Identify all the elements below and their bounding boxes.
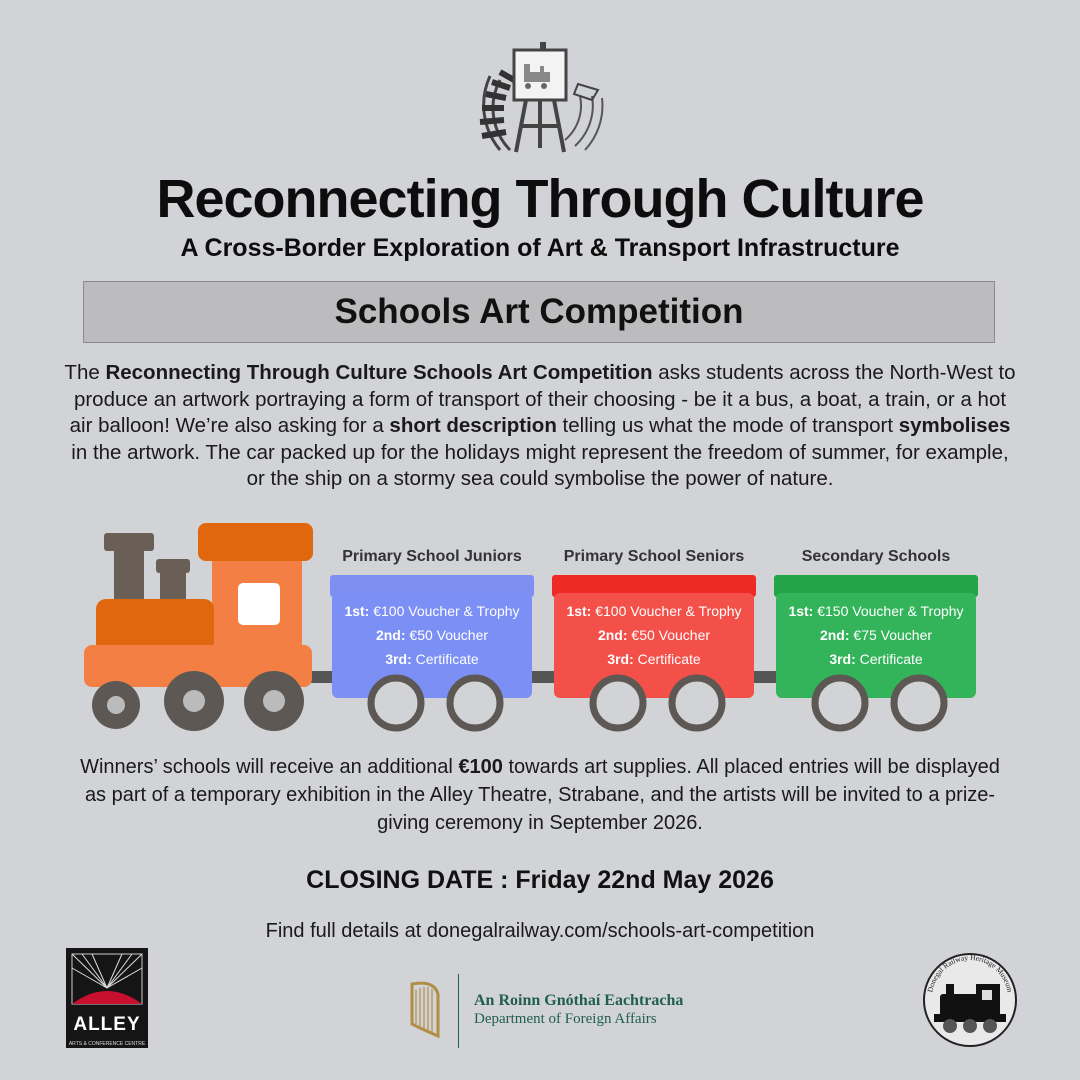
dfa-irish-name: An Roinn Gnóthaí Eachtracha xyxy=(474,992,684,1009)
prize-third: 3rd: Certificate xyxy=(829,651,923,667)
competition-banner xyxy=(83,281,995,343)
wagon-wheel-3-2 xyxy=(894,678,944,728)
railway-museum-logo xyxy=(920,948,1020,1048)
closing-date: CLOSING DATE : Friday 22nd May 2026 xyxy=(306,866,774,894)
prize-third: 3rd: Certificate xyxy=(385,651,479,667)
prize-second: 2nd: €50 Voucher xyxy=(375,627,489,643)
prize-first: 1st: €150 Voucher & Trophy xyxy=(788,603,964,619)
dfa-english-name: Department of Foreign Affairs xyxy=(474,1011,657,1027)
intro-text-4: in the artwork. The car packed up for the holidays might represent the freedom of summer, for example, or the ship on a stormy sea could symbolise the power of nature. xyxy=(71,440,1009,490)
easel-railway-logo xyxy=(470,40,610,160)
harp-icon xyxy=(404,980,446,1040)
wagon-wheel-2-1 xyxy=(593,678,643,728)
wagon-wheel-2-2 xyxy=(672,678,722,728)
alley-logo xyxy=(66,948,148,1048)
alley-subtitle: ARTS & CONFERENCE CENTRE xyxy=(68,1041,146,1047)
category-prizes-2 xyxy=(554,599,754,671)
cab-window xyxy=(238,583,280,625)
outro-text-1: Winners’ schools will receive an additional xyxy=(80,756,459,778)
prize-second: 2nd: €50 Voucher xyxy=(597,627,711,643)
category-title-3: Secondary Schools xyxy=(801,548,951,565)
intro-bold-2: short description xyxy=(389,414,557,437)
wagon-wheel-3-1 xyxy=(815,678,865,728)
intro-text-3: telling us what the mode of transport xyxy=(556,414,899,437)
intro-bold-1: Reconnecting Through Culture Schools Art Competition xyxy=(105,361,653,384)
category-title-1: Primary School Juniors xyxy=(342,548,522,565)
intro-bold-3: symbolises xyxy=(898,414,1011,437)
cab-roof xyxy=(198,523,313,561)
outro-text-2: towards art supplies. All placed entries will be displayed as part of a temporary exhibition in the Alley Theatre, Strabane, and the artists will be invited to a prize-giving ceremony in September 2026. xyxy=(84,756,1000,834)
chimney xyxy=(114,549,144,601)
wagon-wheel-1-2 xyxy=(450,678,500,728)
outro-paragraph xyxy=(70,753,1010,837)
category-title-2: Primary School Seniors xyxy=(563,548,745,565)
prize-first: 1st: €100 Voucher & Trophy xyxy=(566,603,742,619)
prize-second: 2nd: €75 Voucher xyxy=(819,627,933,643)
page-title: Reconnecting Through Culture xyxy=(156,169,924,229)
dome-cap xyxy=(156,559,190,573)
dfa-divider xyxy=(458,974,459,1048)
museum-arc-text: Donegal Railway Heritage Museum xyxy=(925,952,1015,994)
alley-name: ALLEY xyxy=(73,1014,141,1035)
page-subtitle: A Cross-Border Exploration of Art & Transport Infrastructure xyxy=(180,234,900,262)
engine xyxy=(84,523,313,687)
alley-logo-graphic xyxy=(66,948,148,1010)
dome xyxy=(160,571,186,601)
category-prizes-3 xyxy=(776,599,976,671)
prize-third: 3rd: Certificate xyxy=(607,651,701,667)
outro-bold-amount: €100 xyxy=(458,756,503,778)
intro-text-2: asks students across the North-West to produce an artwork portraying a form of transport of their choosing - be it a bus, a boat, a train, or a hot air balloon! We’re also asking for a xyxy=(69,361,1016,437)
banner-label: Schools Art Competition xyxy=(334,292,744,331)
details-link-text: Find full details at donegalrailway.com/schools-art-competition xyxy=(265,920,815,942)
intro-paragraph xyxy=(60,360,1020,493)
prize-first: 1st: €100 Voucher & Trophy xyxy=(344,603,520,619)
boiler xyxy=(96,599,214,653)
wagon-wheel-1-1 xyxy=(371,678,421,728)
intro-text-1: The xyxy=(64,361,106,384)
category-prizes-1 xyxy=(332,599,532,671)
chimney-cap xyxy=(104,533,154,551)
